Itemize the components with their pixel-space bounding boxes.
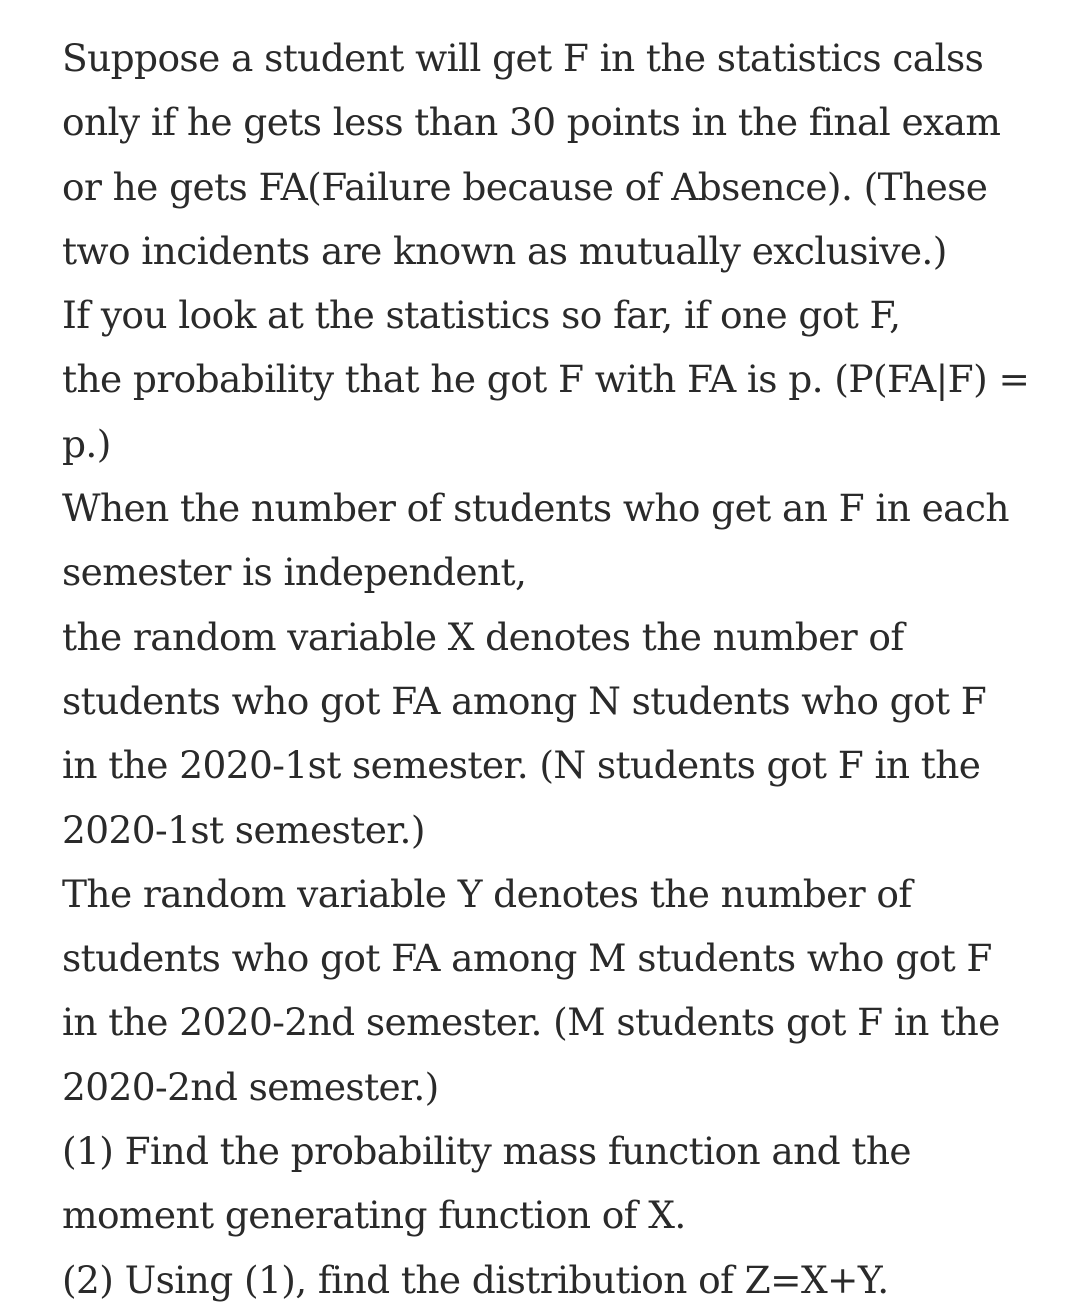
text-line: students who got FA among N students who got F — [62, 678, 987, 723]
text-line: only if he gets less than 30 points in the final exam — [62, 100, 1001, 145]
text-line: in the 2020-1st semester. (N students got F in the — [62, 743, 981, 788]
text-line: the random variable X denotes the number of — [62, 614, 904, 659]
text-line: 2020-2nd semester.) — [62, 1064, 439, 1109]
text-line: semester is independent, — [62, 550, 527, 595]
text-line: two incidents are known as mutually exclusive.) — [62, 228, 947, 273]
text-line: the probability that he got F with FA is p. (P(FA|F) = — [62, 357, 1030, 402]
text-line: in the 2020-2nd semester. (M students got F in the — [62, 1000, 1000, 1045]
text-line: If you look at the statistics so far, if one got F, — [62, 293, 901, 338]
text-line: moment generating function of X. — [62, 1193, 686, 1238]
text-line: The random variable Y denotes the number of — [62, 871, 912, 916]
text-line: students who got FA among M students who got F — [62, 936, 992, 981]
problem-text — [62, 26, 1047, 1312]
text-line: (1) Find the probability mass function and the — [62, 1129, 911, 1174]
text-line: p.) — [62, 421, 111, 466]
text-line: Suppose a student will get F in the statistics calss — [62, 36, 984, 80]
text-line: or he gets FA(Failure because of Absence). (These — [62, 164, 988, 209]
text-line: (2) Using (1), find the distribution of Z=X+Y. — [62, 1257, 889, 1302]
text-line: When the number of students who get an F in each — [62, 486, 1009, 531]
text-line: 2020-1st semester.) — [62, 807, 425, 852]
